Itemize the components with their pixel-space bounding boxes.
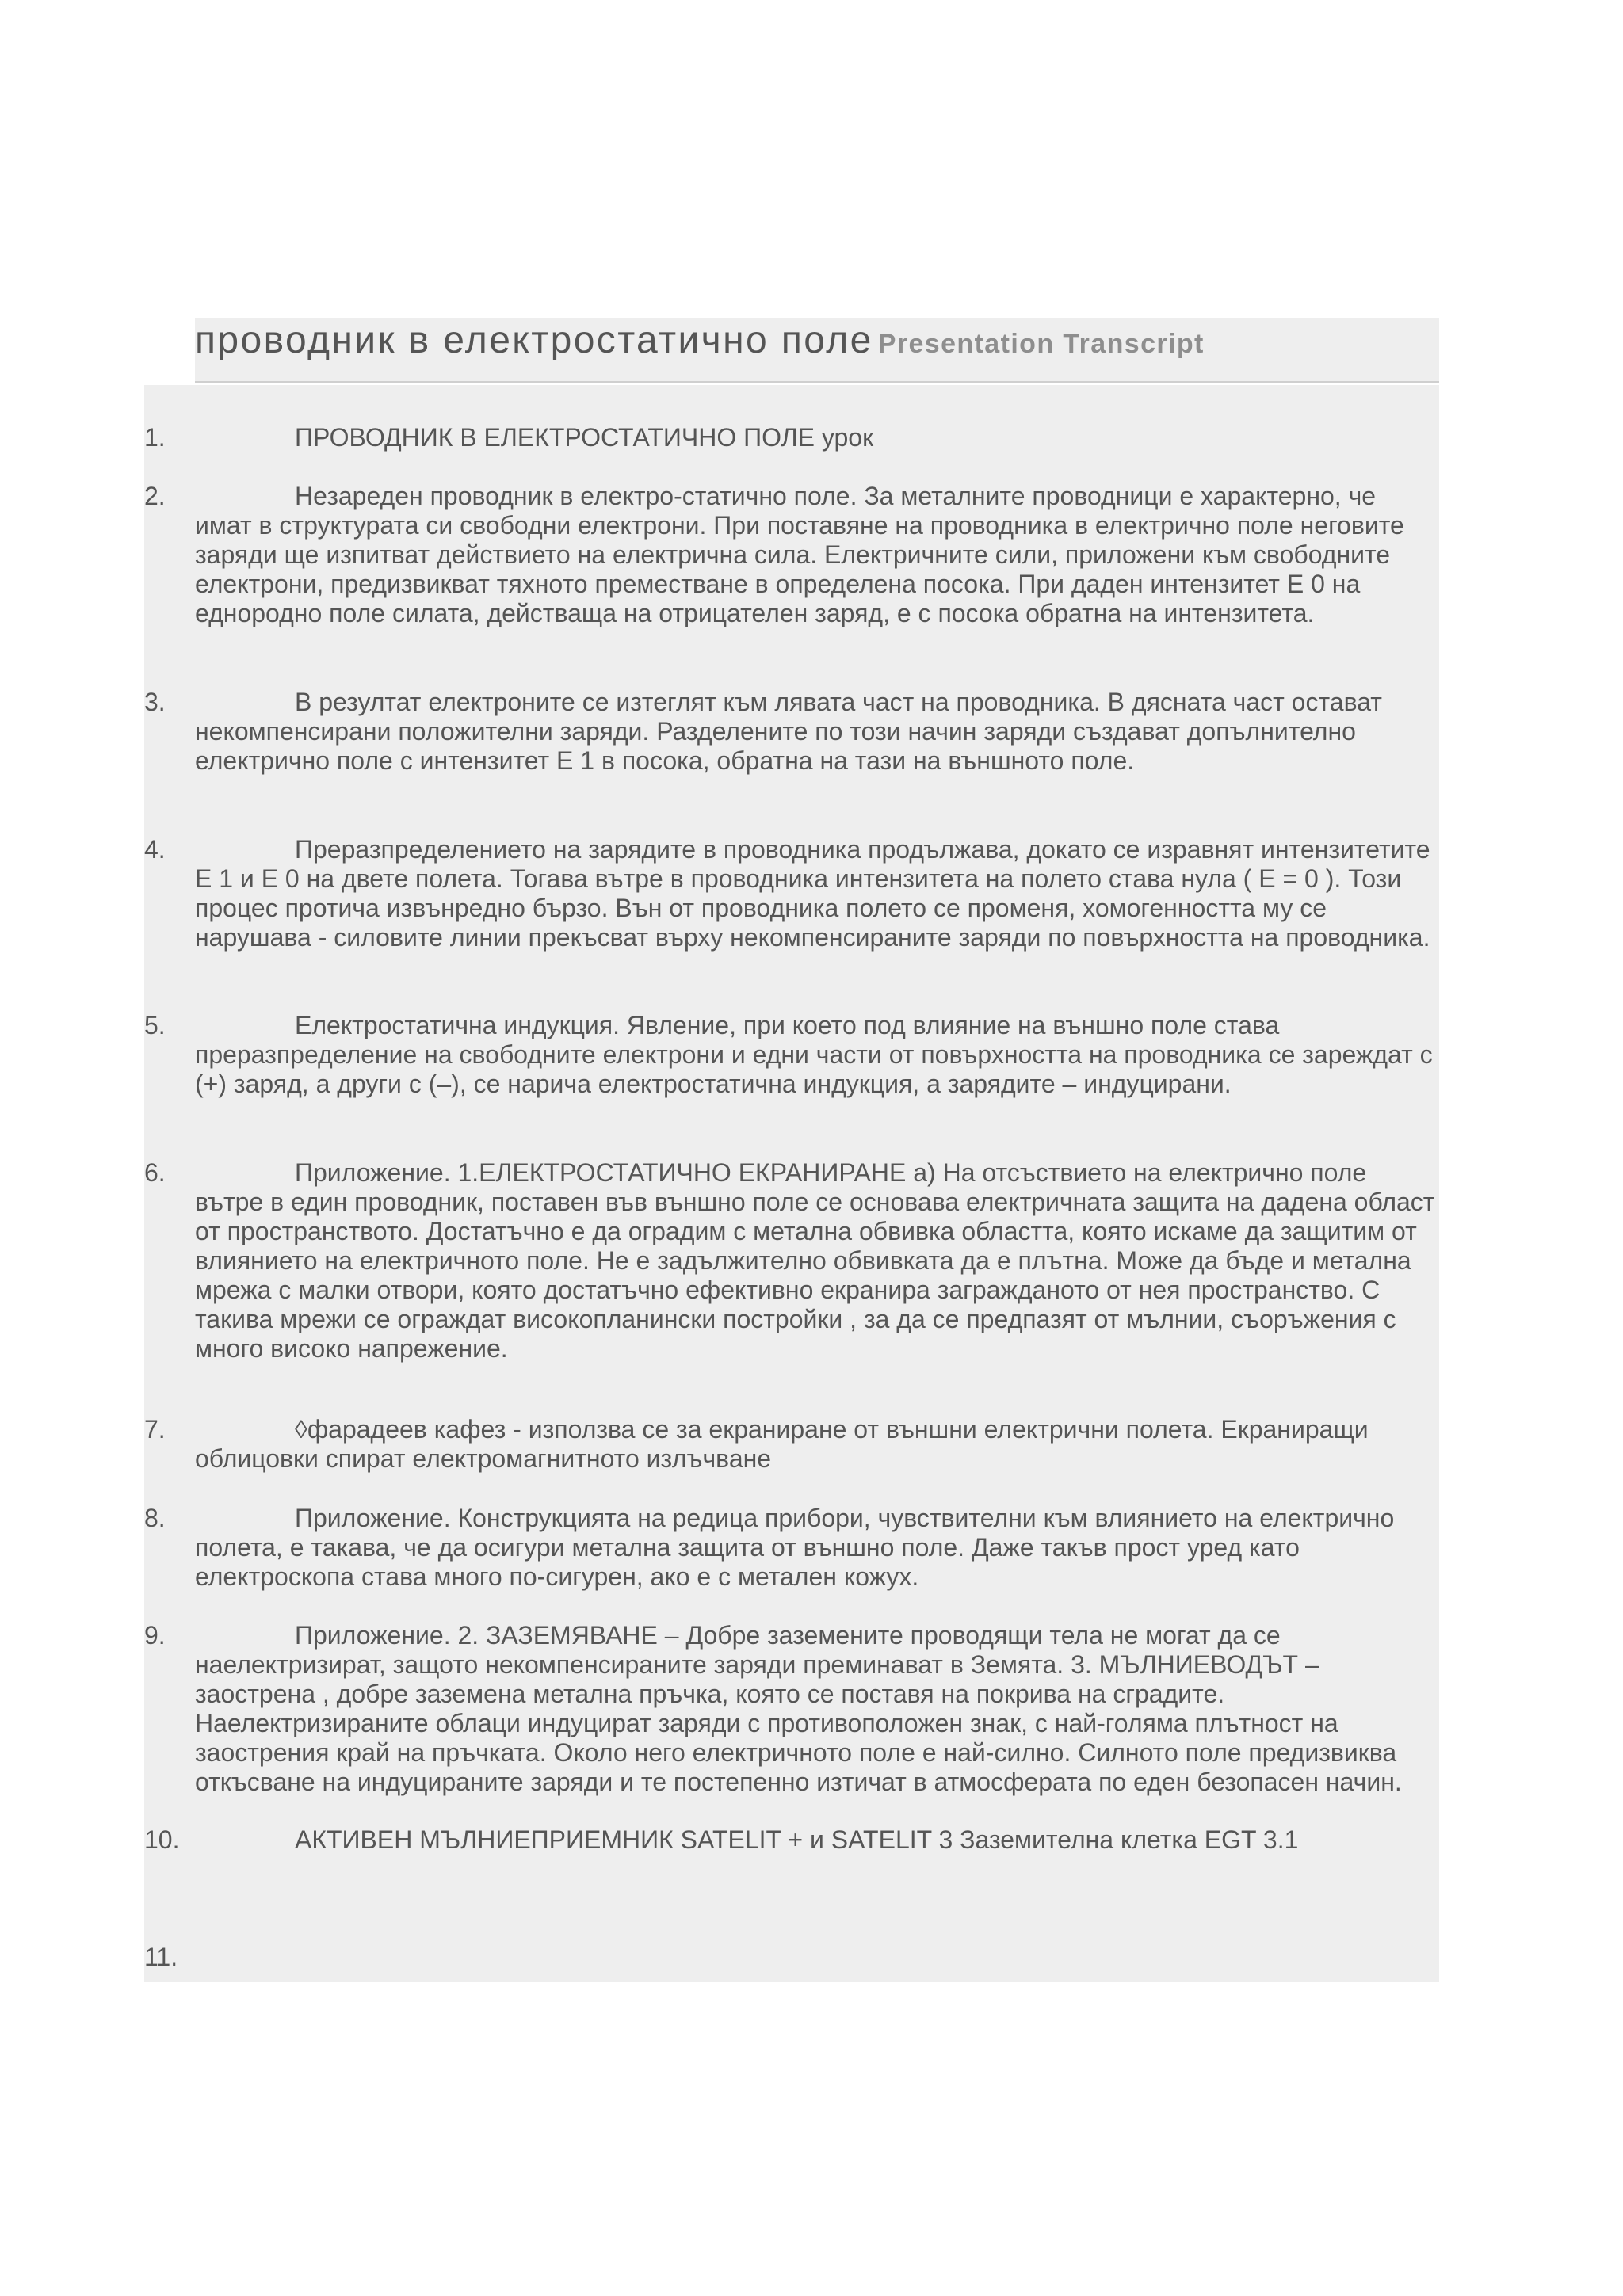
- item-text: Приложение. Конструкцията на редица прибори, чувствителни към влиянието на електрично полета, е такава, че да осигури метална защита от външно поле. Даже такъв прост уред като електроскопа става много по-сигурен, ако е с метален кожух.: [195, 1504, 1395, 1591]
- item-text: Електростатична индукция. Явление, при което под влияние на външно поле става преразпределение на свободните електрони и едни части от повърхността на проводника се зареждат с (+) заряд, а други с (–), се нарича електростатична индукция, а зарядите – индуцирани.: [195, 1011, 1433, 1098]
- item-text: В резултат електроните се изтеглят към лявата част на проводника. В дясната част остават некомпенсирани положителни заряди. Разделените по този начин заряди създават допълнително електрично поле с интензитет Е 1 в посока, обратна на тази на външното поле.: [195, 688, 1382, 775]
- item-text: Приложение. 2. ЗАЗЕМЯВАНЕ – Добре заземените проводящи тела не могат да се наелектризират, защото некомпенсираните заряди преминават в Земята. 3. МЪЛНИЕВОДЪТ – заострена , добре заземена метална пръчка, която се поставя на покрива на сградите. Наелектризираните облаци индуцират заряди с противоположен знак, с най-голяма плътност на заострения край на пръчката. Около него електричното поле е най-силно. Силното поле предизвиква откъсване на индуцираните заряди и те постепенно изтичат в атмосферата по еден безопасен начин.: [195, 1621, 1402, 1796]
- item-number: 1.: [144, 423, 166, 452]
- item-text: Преразпределението на зарядите в проводника продължава, докато се изравнят интензитетите Е 1 и Е 0 на двете полета. Тогава вътре в проводника интензитета на полето става нула ( Е = 0 ). Този процес протича извънредно бързо. Вън от проводника полето се променя, хомогенността му се нарушава - силовите линии прекъсват върху некомпенсираните заряди по повърхността на проводника.: [195, 835, 1430, 952]
- item-text: Незареден проводник в електро-статично поле. За металните проводници е характерно, че имат в структурата си свободни електрони. При поставяне на проводника в електрично поле неговите заряди ще изпитват действието на електрична сила. Електричните сили, приложени към свободните електрони, предизвикват тяхното преместване в определена посока. При даден интензитет Е 0 на еднородно поле силата, действаща на отрицателен заряд, е с посока обратна на интензитета.: [195, 482, 1404, 627]
- item-number: 11.: [144, 1943, 178, 1971]
- list-item: [144, 835, 1439, 952]
- item-text: Приложение. 1.ЕЛЕКТРОСТАТИЧНО ЕКРАНИРАНЕ а) На отсъствието на електрично поле вътре в един проводник, поставен във външно поле се основава електричната защита на дадена област от пространството. Достатъчно е да оградим с метална обвивка областта, която искаме да защитим от влиянието на електричното поле. Не е задължително обвивката да е плътна. Може да бъде и метална мрежа с малки отвори, която достатъчно ефективно екранира загражданото от нея пространство. С такива мрежи се ограждат високопланински постройки , за да се предпазят от мълнии, съоръжения с много високо напрежение.: [195, 1158, 1435, 1363]
- item-number: 8.: [144, 1504, 166, 1532]
- item-number: 6.: [144, 1158, 166, 1187]
- item-number: 10.: [144, 1825, 180, 1854]
- page-subtitle: Presentation Transcript: [877, 329, 1205, 359]
- item-number: 3.: [144, 688, 166, 716]
- list-item: [144, 1158, 1439, 1363]
- item-text: ◊фарадеев кафез - използва се за екраниране от външни електрични полета. Екраниращи облицовки спират електромагнитното излъчване: [195, 1415, 1369, 1473]
- list-item: [144, 423, 1439, 452]
- title-text: проводник в електростатично поле: [195, 319, 873, 361]
- list-item: [144, 1825, 1439, 1855]
- transcript-body: [144, 385, 1439, 1982]
- list-item: [144, 1011, 1439, 1099]
- item-number: 4.: [144, 835, 166, 864]
- page-title: [195, 318, 1205, 366]
- item-text: АКТИВЕН МЪЛНИЕПРИЕМНИК SATELIT + и SATELIT 3 Заземителна клетка EGT 3.1: [295, 1825, 1299, 1854]
- list-item: [144, 688, 1439, 776]
- list-item: [144, 1415, 1439, 1474]
- item-number: 9.: [144, 1621, 166, 1650]
- item-text: ПРОВОДНИК В ЕЛЕКТРОСТАТИЧНО ПОЛЕ урок: [295, 423, 874, 452]
- item-number: 2.: [144, 482, 166, 510]
- list-item: [144, 1621, 1439, 1797]
- page-header: [195, 318, 1439, 383]
- item-number: 7.: [144, 1415, 166, 1444]
- item-number: 5.: [144, 1011, 166, 1039]
- list-item: [144, 482, 1439, 628]
- list-item: [144, 1504, 1439, 1592]
